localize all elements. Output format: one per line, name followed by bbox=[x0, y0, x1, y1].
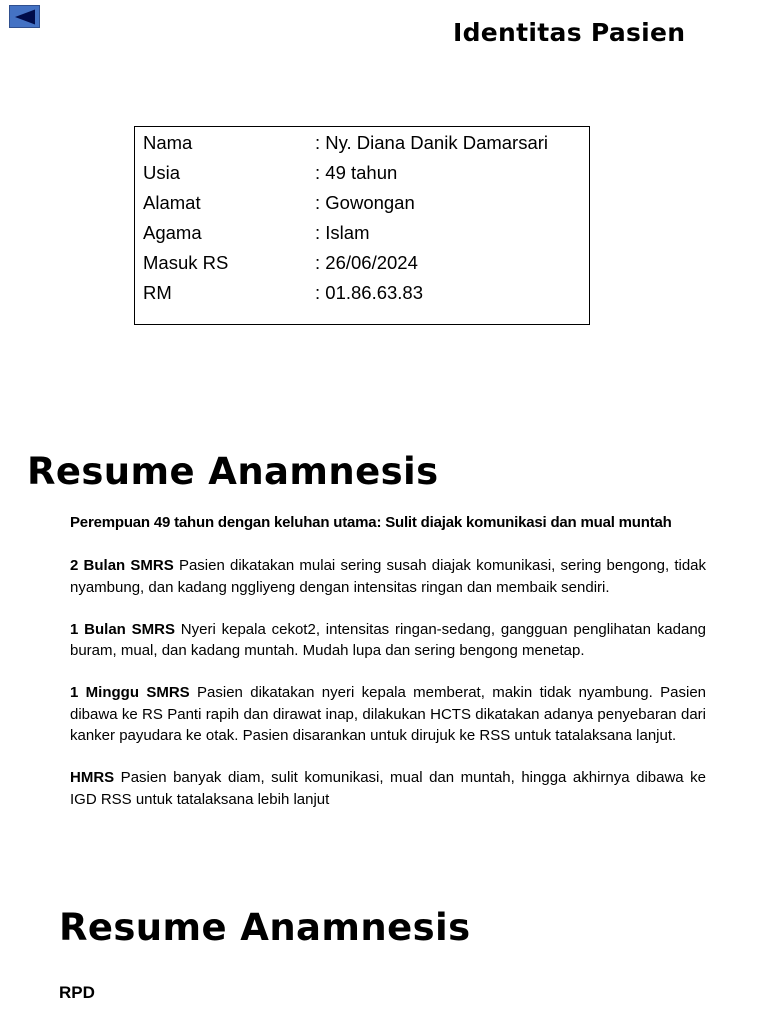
past-history-label: RPD bbox=[59, 983, 95, 1002]
history-text: Pasien banyak diam, sulit komunikasi, mual dan muntah, hingga akhirnya dibawa ke IGD RSS untuk tatalaksana lebih lanjut bbox=[70, 769, 706, 808]
identity-label: Agama bbox=[143, 222, 202, 243]
identity-label: Nama bbox=[143, 132, 193, 153]
history-text: Pasien dikatakan mulai sering susah diajak komunikasi, sering bengong, tidak nyambung, dan kadang nggliyeng dengan intensitas ringan dan membaik sendiri. bbox=[70, 557, 707, 596]
identity-label: RM bbox=[143, 282, 172, 303]
identity-label: Masuk RS bbox=[143, 252, 229, 273]
chief-complaint: Perempuan 49 tahun dengan keluhan utama: Sulit diajak komunikasi dan mual muntah bbox=[70, 514, 672, 531]
section-title: Resume Anamnesis bbox=[59, 906, 471, 949]
identity-value: : Gowongan bbox=[315, 192, 415, 213]
identity-value: : 01.86.63.83 bbox=[315, 282, 424, 303]
history-term: 1 Minggu SMRS bbox=[70, 684, 190, 702]
history-term: 1 Bulan SMRS bbox=[70, 620, 175, 638]
identity-value: : 49 tahun bbox=[315, 162, 398, 183]
history-text: Nyeri kepala cekot2, intensitas ringan-sedang, gangguan penglihatan kadang buram, mual, dan kadang muntah. Mudah lupa dan sering bengong menetap. bbox=[70, 620, 707, 660]
identity-value: : 26/06/2024 bbox=[315, 252, 418, 273]
history-text: Pasien dikatakan nyeri kepala memberat, makin tidak nyambung. Pasien dibawa ke RS Panti rapih dan dirawat inap, dilakukan HCTS dikatakan adanya penyebaran dari kanker payudara ke otak. Pasien disarankan untuk dirujuk ke RSS untuk tatalaksana lanjut. bbox=[70, 684, 707, 745]
triangle-left-icon bbox=[14, 9, 36, 25]
history-entry bbox=[70, 555, 706, 598]
identity-value: : Islam bbox=[315, 222, 370, 243]
section-title: Resume Anamnesis bbox=[27, 450, 439, 493]
history-entry bbox=[70, 619, 706, 662]
identity-label: Usia bbox=[143, 162, 181, 183]
identity-value: : Ny. Diana Danik Damarsari bbox=[315, 132, 549, 153]
history-entry bbox=[70, 682, 706, 746]
anamnesis-summary bbox=[70, 512, 706, 831]
history-term: HMRS bbox=[70, 769, 115, 787]
identity-label: Alamat bbox=[143, 192, 201, 213]
history-term: 2 Bulan SMRS bbox=[70, 557, 174, 575]
patient-identity-box bbox=[134, 126, 590, 325]
back-button[interactable] bbox=[9, 5, 40, 28]
page-title: Identitas Pasien bbox=[453, 18, 686, 47]
history-entry bbox=[70, 767, 706, 810]
